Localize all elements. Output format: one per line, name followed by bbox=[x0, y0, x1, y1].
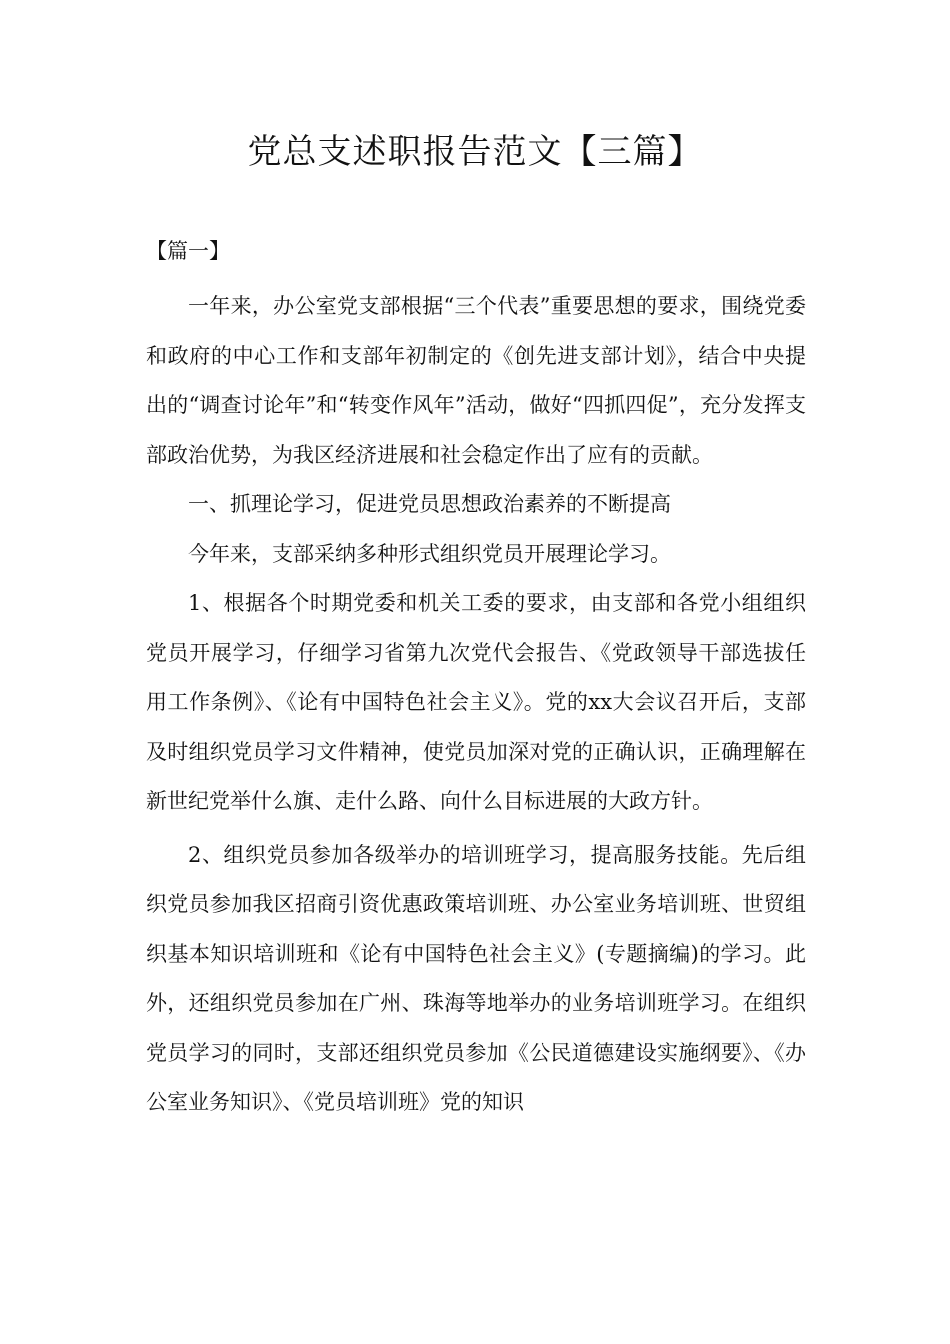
section-label: 【篇一】 bbox=[146, 239, 230, 263]
heading-theory-study: 一、抓理论学习，促进党员思想政治素养的不断提高 bbox=[188, 492, 671, 516]
paragraph-intro: 一年来，办公室党支部根据“三个代表”重要思想的要求，围绕党委和政府的中心工作和支部年初制定的《创先进支部计划》，结合中央提出的“调查讨论年”和“转变作风年”活动，做好“四抓四促”，充分发挥支部政治优势，为我区经济进展和社会稳定作出了应有的贡献。 bbox=[146, 294, 806, 467]
document-body bbox=[146, 282, 806, 1128]
paragraph-item-2: 2、组织党员参加各级举办的培训班学习，提高服务技能。先后组织党员参加我区招商引资优惠政策培训班、办公室业务培训班、世贸组织基本知识培训班和《论有中国特色社会主义》(专题摘编)的学习。此外，还组织党员参加在广州、珠海等地举办的业务培训班学习。在组织党员学习的同时，支部还组织党员参加《公民道德建设实施纲要》、《办公室业务知识》、《党员培训班》党的知识 bbox=[146, 842, 806, 1114]
paragraph-item-1: 1、根据各个时期党委和机关工委的要求，由支部和各党小组组织党员开展学习，仔细学习省第九次党代会报告、《党政领导干部选拔任用工作条例》、《论有中国特色社会主义》。党的xx大会议召开后，支部及时组织党员学习文件精神，使党员加深对党的正确认识，正确理解在新世纪党举什么旗、走什么路、向什么目标进展的大政方针。 bbox=[146, 591, 806, 813]
document-title: 党总支述职报告范文【三篇】 bbox=[247, 132, 703, 172]
paragraph-study-forms: 今年来，支部采纳多种形式组织党员开展理论学习。 bbox=[188, 541, 671, 566]
